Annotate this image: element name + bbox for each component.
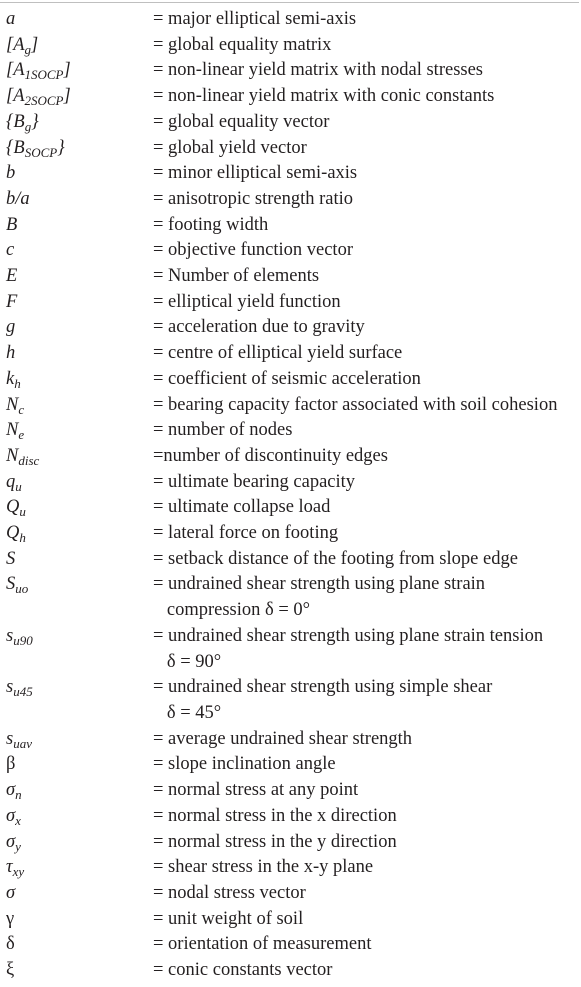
- nomenclature-row: [6, 727, 580, 753]
- symbol: [6, 161, 15, 187]
- symbol: [6, 393, 24, 419]
- symbol: [6, 84, 71, 110]
- symbol: [6, 7, 15, 33]
- symbol-base: B: [6, 214, 18, 235]
- symbol-subscript: c: [18, 401, 25, 417]
- symbol-bracket: ]: [63, 86, 71, 107]
- symbol: [6, 290, 17, 316]
- definition: = objective function vector: [153, 240, 353, 261]
- symbol-subscript: g: [24, 118, 32, 134]
- symbol-subscript: h: [14, 375, 21, 391]
- symbol: [6, 932, 15, 958]
- symbol-subscript: h: [19, 530, 26, 546]
- symbol-base: [A: [6, 34, 25, 55]
- symbol-base: b/a: [6, 188, 30, 209]
- definition: = elliptical yield function: [153, 291, 341, 312]
- definition: = footing width: [153, 214, 269, 235]
- nomenclature-row: [6, 290, 580, 316]
- definition: = number of nodes: [153, 420, 293, 441]
- definition: = lateral force on footing: [153, 523, 339, 544]
- nomenclature-row: [6, 187, 580, 213]
- nomenclature-row: [6, 418, 580, 444]
- symbol-base: β: [6, 754, 16, 775]
- nomenclature-row: [6, 315, 580, 341]
- nomenclature-row: [6, 855, 580, 881]
- symbol-subscript: 2SOCP: [24, 93, 64, 109]
- symbol: [6, 341, 15, 367]
- symbol-base: s: [6, 728, 14, 749]
- symbol-base: τ: [6, 857, 13, 878]
- symbol-base: Q: [6, 523, 20, 544]
- symbol-subscript: xy: [12, 864, 25, 880]
- symbol-base: σ: [6, 780, 16, 801]
- definition: = conic constants vector: [153, 960, 333, 981]
- nomenclature-row: [6, 213, 580, 239]
- definition: = unit weight of soil: [153, 908, 304, 929]
- nomenclature-row: [6, 778, 580, 804]
- symbol-base: {B: [6, 111, 25, 132]
- symbol-base: k: [6, 368, 15, 389]
- nomenclature-row: [6, 932, 580, 958]
- symbol: [6, 547, 15, 573]
- symbol-base: σ: [6, 831, 16, 852]
- nomenclature-row: [6, 161, 580, 187]
- definition: = orientation of measurement: [153, 934, 372, 955]
- symbol: [6, 958, 14, 984]
- symbol-bracket: }: [31, 111, 39, 132]
- definition: = nodal stress vector: [153, 882, 306, 903]
- symbol-base: Q: [6, 497, 20, 518]
- symbol: [6, 855, 24, 881]
- definition: = normal stress in the y direction: [153, 831, 397, 852]
- symbol: [6, 804, 21, 830]
- nomenclature-row: [6, 830, 580, 856]
- definition: = bearing capacity factor associated with soil cohesion: [153, 394, 558, 415]
- symbol-subscript: u45: [13, 684, 33, 700]
- symbol-base: N: [6, 445, 19, 466]
- nomenclature-row: [6, 881, 580, 907]
- symbol: [6, 881, 15, 907]
- definition-continuation: δ = 45°: [153, 702, 222, 723]
- definition: = global equality vector: [153, 111, 330, 132]
- nomenclature-list: [6, 7, 580, 984]
- nomenclature-row: [6, 238, 580, 264]
- symbol-base: h: [6, 343, 16, 364]
- definition: = undrained shear strength using plane strain tension: [153, 625, 544, 646]
- symbol: [6, 136, 65, 162]
- nomenclature-row: [6, 624, 580, 675]
- symbol: [6, 213, 17, 239]
- symbol-base: q: [6, 471, 16, 492]
- symbol: [6, 367, 21, 393]
- symbol: [6, 624, 33, 650]
- symbol-base: ξ: [6, 960, 15, 981]
- definition: = Number of elements: [153, 266, 320, 287]
- definition: = shear stress in the x-y plane: [153, 857, 374, 878]
- symbol-subscript: u90: [13, 632, 33, 648]
- nomenclature-row: [6, 470, 580, 496]
- symbol: [6, 495, 26, 521]
- symbol: [6, 238, 14, 264]
- symbol: [6, 907, 14, 933]
- definition: = undrained shear strength using plane strain: [153, 574, 486, 595]
- nomenclature-row: [6, 341, 580, 367]
- nomenclature-row: [6, 33, 580, 59]
- nomenclature-row: [6, 58, 580, 84]
- definition: = slope inclination angle: [153, 754, 336, 775]
- definition-continuation: compression δ = 0°: [153, 600, 311, 621]
- symbol-base: E: [6, 266, 18, 287]
- nomenclature-row: [6, 136, 580, 162]
- symbol-base: s: [6, 677, 14, 698]
- definition: = major elliptical semi-axis: [153, 9, 357, 29]
- top-rule: [0, 2, 579, 3]
- symbol-base: {B: [6, 137, 25, 158]
- symbol-subscript: u: [15, 478, 22, 494]
- symbol-bracket: }: [57, 137, 65, 158]
- nomenclature-row: [6, 752, 580, 778]
- nomenclature-row: [6, 444, 580, 470]
- symbol-subscript: g: [24, 41, 31, 57]
- symbol: [6, 264, 17, 290]
- symbol-base: δ: [6, 934, 15, 955]
- definition: = acceleration due to gravity: [153, 317, 365, 338]
- symbol-base: N: [6, 394, 19, 415]
- symbol: [6, 830, 21, 856]
- nomenclature-row: [6, 547, 580, 573]
- symbol-base: F: [6, 291, 18, 312]
- symbol: [6, 315, 15, 341]
- symbol: [6, 187, 30, 213]
- symbol: [6, 58, 71, 84]
- definition: = non-linear yield matrix with nodal stresses: [153, 60, 484, 81]
- symbol-bracket: ]: [31, 34, 39, 55]
- nomenclature-row: [6, 521, 580, 547]
- symbol-subscript: e: [18, 427, 25, 443]
- definition: = global yield vector: [153, 137, 307, 158]
- definition: = normal stress in the x direction: [153, 805, 397, 826]
- symbol-base: S: [6, 548, 16, 569]
- symbol: [6, 752, 15, 778]
- symbol: [6, 675, 33, 701]
- symbol-base: b: [6, 163, 16, 184]
- symbol-base: γ: [6, 908, 15, 929]
- symbol-base: a: [6, 9, 16, 29]
- definition: = ultimate collapse load: [153, 497, 331, 518]
- nomenclature-row: [6, 7, 580, 33]
- definition: = undrained shear strength using simple shear: [153, 677, 493, 698]
- symbol: [6, 33, 38, 59]
- symbol-base: [A: [6, 60, 25, 81]
- nomenclature-row: [6, 495, 580, 521]
- symbol-subscript: x: [15, 812, 21, 828]
- definition-continuation: δ = 90°: [153, 651, 222, 672]
- symbol-base: c: [6, 240, 15, 261]
- nomenclature-row: [6, 367, 580, 393]
- nomenclature-row: [6, 675, 580, 726]
- nomenclature-row: [6, 804, 580, 830]
- symbol-base: g: [6, 317, 16, 338]
- symbol: [6, 727, 32, 753]
- symbol-bracket: ]: [63, 60, 71, 81]
- symbol-subscript: 1SOCP: [24, 67, 64, 83]
- nomenclature-row: [6, 264, 580, 290]
- definition: = global equality matrix: [153, 34, 332, 55]
- symbol-subscript: n: [15, 787, 22, 803]
- definition: = average undrained shear strength: [153, 728, 413, 749]
- symbol-base: S: [6, 574, 16, 595]
- definition: = setback distance of the footing from slope edge: [153, 548, 518, 569]
- symbol: [6, 572, 28, 598]
- definition: = centre of elliptical yield surface: [153, 343, 403, 364]
- nomenclature-row: [6, 84, 580, 110]
- symbol-base: σ: [6, 882, 16, 903]
- symbol: [6, 521, 26, 547]
- symbol-base: σ: [6, 805, 16, 826]
- definition: = ultimate bearing capacity: [153, 471, 356, 492]
- symbol: [6, 418, 24, 444]
- nomenclature-row: [6, 572, 580, 623]
- definition: =number of discontinuity edges: [153, 445, 388, 466]
- nomenclature-row: [6, 958, 580, 984]
- symbol-base: [A: [6, 86, 25, 107]
- nomenclature-row: [6, 393, 580, 419]
- definition: = anisotropic strength ratio: [153, 188, 354, 209]
- symbol-subscript: disc: [18, 452, 40, 468]
- definition: = minor elliptical semi-axis: [153, 163, 358, 184]
- symbol-subscript: uav: [13, 735, 32, 751]
- nomenclature-row: [6, 110, 580, 136]
- definition: = normal stress at any point: [153, 780, 359, 801]
- symbol: [6, 470, 22, 496]
- nomenclature-row: [6, 907, 580, 933]
- symbol-subscript: y: [15, 838, 21, 854]
- definition: = non-linear yield matrix with conic constants: [153, 86, 495, 107]
- symbol-base: N: [6, 420, 19, 441]
- symbol-subscript: u: [19, 504, 26, 520]
- symbol: [6, 444, 39, 470]
- symbol-subscript: uo: [15, 581, 29, 597]
- symbol-base: s: [6, 625, 14, 646]
- definition: = coefficient of seismic acceleration: [153, 368, 421, 389]
- symbol-subscript: SOCP: [24, 144, 58, 160]
- symbol: [6, 778, 22, 804]
- symbol: [6, 110, 39, 136]
